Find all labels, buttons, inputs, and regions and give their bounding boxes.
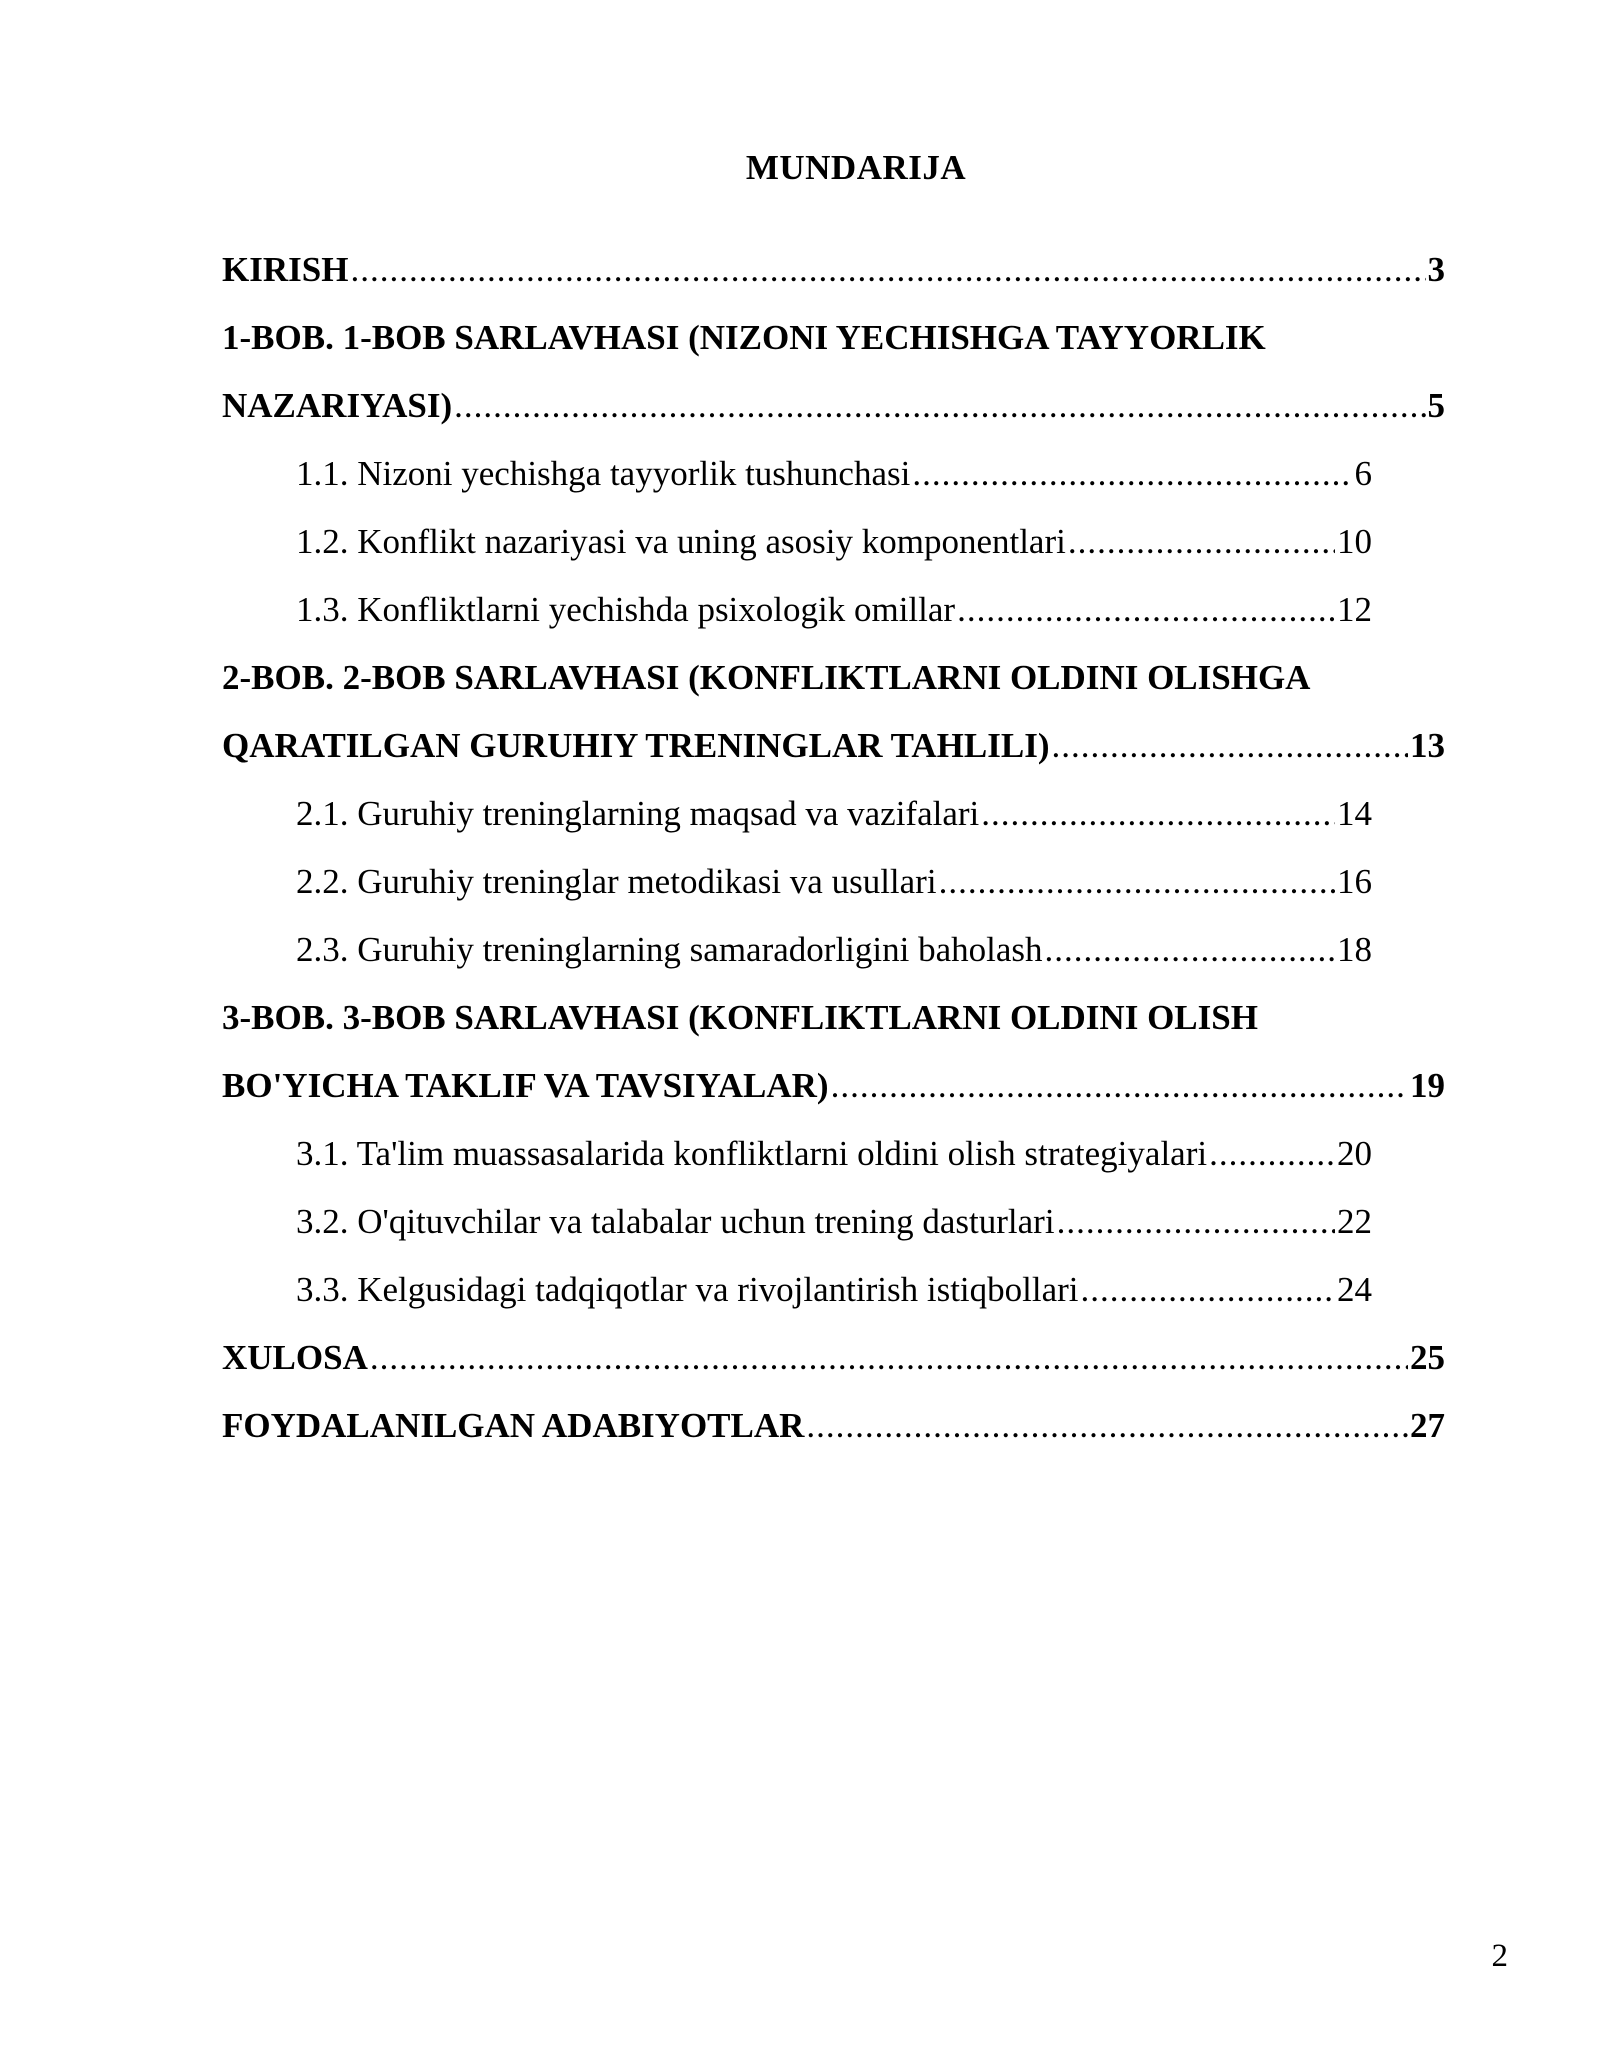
toc-entry-title-line: 3-BOB. 3-BOB SARLAVHASI (KONFLIKTLARNI OLDINI OLISH <box>222 998 1258 1037</box>
toc-dot-leader <box>981 780 1335 848</box>
toc-dot-leader <box>454 372 1425 440</box>
toc-page-number: 27 <box>1410 1406 1445 1445</box>
toc-page-number: 13 <box>1410 726 1445 765</box>
toc-page-number: 16 <box>1337 862 1372 901</box>
toc-section-entry[interactable] <box>296 576 1372 644</box>
toc-dot-leader <box>1045 916 1335 984</box>
toc-entry-title: NAZARIYASI) <box>222 386 453 425</box>
toc-entry-row <box>296 848 1372 916</box>
toc-entry-row <box>296 1120 1372 1188</box>
toc-entry-title-line: 2-BOB. 2-BOB SARLAVHASI (KONFLIKTLARNI OLDINI OLISHGA <box>222 658 1311 697</box>
toc-entry-row <box>296 916 1372 984</box>
toc-entry-title: 2.1. Guruhiy treninglarning maqsad va vazifalari <box>296 794 980 833</box>
toc-page-number: 6 <box>1354 454 1372 493</box>
toc-dot-leader <box>939 848 1335 916</box>
toc-dot-leader <box>1068 508 1335 576</box>
toc-section-entry[interactable] <box>296 916 1372 984</box>
toc-chapter-entry[interactable] <box>222 304 1445 440</box>
toc-dot-leader <box>831 1052 1408 1120</box>
toc-entry-row <box>222 712 1445 780</box>
toc-entry-row <box>296 576 1372 644</box>
toc-entry-row <box>222 372 1445 440</box>
toc-page-number: 12 <box>1337 590 1372 629</box>
toc-chapter-entry[interactable] <box>222 1392 1445 1460</box>
toc-entry-row <box>296 440 1372 508</box>
toc-entry-row <box>222 1052 1445 1120</box>
toc-dot-leader <box>1057 1188 1335 1256</box>
toc-entry-row <box>296 1256 1372 1324</box>
toc-dot-leader <box>350 236 1425 304</box>
toc-entry-row <box>222 1392 1445 1460</box>
toc-entry-title: 3.1. Ta'lim muassasalarida konfliktlarni oldini olish strategiyalari <box>296 1134 1208 1173</box>
toc-dot-leader <box>806 1392 1408 1460</box>
toc-entry-row <box>296 780 1372 848</box>
toc-chapter-entry[interactable] <box>222 984 1445 1120</box>
toc-dot-leader <box>1052 712 1409 780</box>
toc-entry-title: 3.3. Kelgusidagi tadqiqotlar va rivojlantirish istiqbollari <box>296 1270 1079 1309</box>
toc-entry-title: XULOSA <box>222 1338 368 1377</box>
toc-chapter-entry[interactable] <box>222 236 1445 304</box>
toc-dot-leader <box>957 576 1335 644</box>
toc-page-number: 22 <box>1337 1202 1372 1241</box>
toc-section-entry[interactable] <box>296 508 1372 576</box>
toc-entry-title: KIRISH <box>222 250 349 289</box>
page-title: MUNDARIJA <box>745 148 967 187</box>
toc-page-number: 18 <box>1337 930 1372 969</box>
toc-entry-row <box>296 1188 1372 1256</box>
page-number: 2 <box>1491 1938 1508 1974</box>
toc-section-entry[interactable] <box>296 1120 1372 1188</box>
toc-chapter-entry[interactable] <box>222 1324 1445 1392</box>
toc-entry-title: 2.2. Guruhiy treninglar metodikasi va usullari <box>296 862 937 901</box>
toc-page-number: 3 <box>1427 250 1445 289</box>
toc-page-number: 14 <box>1337 794 1372 833</box>
toc-entry-title: 1.3. Konfliktlarni yechishda psixologik omillar <box>296 590 956 629</box>
toc-page-number: 10 <box>1337 522 1372 561</box>
toc-dot-leader <box>370 1324 1408 1392</box>
toc-page-number: 20 <box>1337 1134 1372 1173</box>
toc-page-number: 24 <box>1337 1270 1372 1309</box>
toc-section-entry[interactable] <box>296 440 1372 508</box>
toc-entry-title: FOYDALANILGAN ADABIYOTLAR <box>222 1406 805 1445</box>
toc-entry-row <box>222 236 1445 304</box>
toc-page-number: 25 <box>1410 1338 1445 1377</box>
toc-page-number: 19 <box>1410 1066 1445 1105</box>
toc-dot-leader <box>1209 1120 1335 1188</box>
toc-section-entry[interactable] <box>296 848 1372 916</box>
toc-section-entry[interactable] <box>296 1188 1372 1256</box>
table-of-contents <box>222 236 1445 1460</box>
toc-page-number: 5 <box>1427 386 1445 425</box>
toc-entry-title: 1.1. Nizoni yechishga tayyorlik tushunchasi <box>296 454 911 493</box>
toc-entry-row <box>222 1324 1445 1392</box>
toc-entry-title: QARATILGAN GURUHIY TRENINGLAR TAHLILI) <box>222 726 1050 765</box>
toc-entry-title: 1.2. Konflikt nazariyasi va uning asosiy komponentlari <box>296 522 1066 561</box>
toc-entry-title: 3.2. O'qituvchilar va talabalar uchun trening dasturlari <box>296 1202 1055 1241</box>
toc-entry-title-line: 1-BOB. 1-BOB SARLAVHASI (NIZONI YECHISHGA TAYYORLIK <box>222 318 1266 357</box>
toc-section-entry[interactable] <box>296 1256 1372 1324</box>
toc-chapter-entry[interactable] <box>222 644 1445 780</box>
toc-section-entry[interactable] <box>296 780 1372 848</box>
toc-entry-title: BO'YICHA TAKLIF VA TAVSIYALAR) <box>222 1066 829 1105</box>
toc-entry-row <box>296 508 1372 576</box>
toc-dot-leader <box>1081 1256 1335 1324</box>
toc-dot-leader <box>912 440 1352 508</box>
toc-entry-title: 2.3. Guruhiy treninglarning samaradorligini baholash <box>296 930 1043 969</box>
